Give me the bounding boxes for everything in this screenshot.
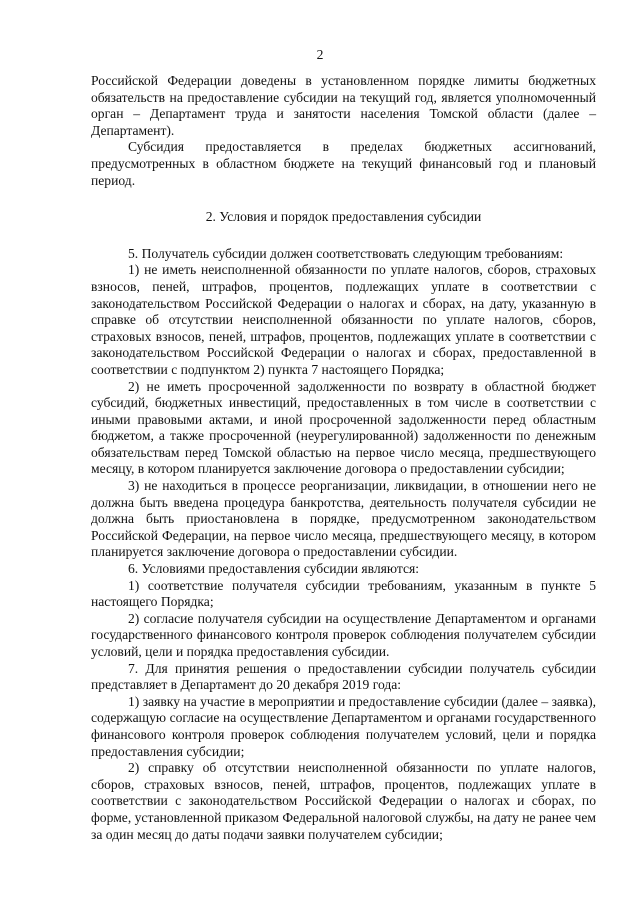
section-heading: 2. Условия и порядок предоставления субсидии	[205, 209, 482, 225]
document-body	[91, 73, 596, 843]
paragraph: Субсидия предоставляется в пределах бюджетных ассигнований, предусмотренных в областном бюджете на текущий финансовый год и плановый период.	[91, 139, 596, 188]
paragraph: 7. Для принятия решения о предоставлении субсидии получатель субсидии представляет в Департамент до 20 декабря 2019 года:	[91, 660, 596, 693]
paragraph: 6. Условиями предоставления субсидии являются:	[128, 561, 420, 577]
paragraph: 2) не иметь просроченной задолженности по возврату в областной бюджет субсидий, бюджетных инвестиций, предоставленных в том числе в соответствии с иными правовыми актами, и иной просроченной задолженности перед областным бюджетом, а также просроченной (неурегулированной) задолженности по денежным обязательствам перед Томской областью на первое число месяца, предшествующего месяцу, в котором планируется заключение договора о предоставлении субсидии;	[91, 378, 596, 477]
paragraph: Российской Федерации доведены в установленном порядке лимиты бюджетных обязательств на предоставление субсидии на текущий год, является уполномоченный орган – Департамент труда и занятости населения Томской области (далее – Департамент).	[91, 73, 596, 138]
paragraph: 1) заявку на участие в мероприятии и предоставление субсидии (далее – заявка), содержащую согласие на осуществление Департаментом и органами государственного финансового контроля проверок соблюдения получателем условий, цели и порядка предоставления субсидии;	[91, 693, 596, 759]
paragraph: 1) не иметь неисполненной обязанности по уплате налогов, сборов, страховых взносов, пеней, штрафов, процентов, подлежащих уплате в соответствии с законодательством Российской Федерации о налогах и сборах, на дату, указанную в справке об отсутствии неисполненной обязанности по уплате налогов, сборов, страховых взносов, пеней, штрафов, процентов, подлежащих уплате в соответствии с законодательством Российской Федерации о налогах и сборах, предоставленной в соответствии с подпунктом 2) пункта 7 настоящего Порядка;	[91, 262, 596, 377]
paragraph: 1) соответствие получателя субсидии требованиям, указанным в пункте 5 настоящего Порядка;	[91, 577, 596, 610]
paragraph: 3) не находиться в процессе реорганизации, ликвидации, в отношении него не должна быть введена процедура банкротства, деятельность получателя субсидии не должна быть приостановлена в порядке, предусмотренном законодательством Российской Федерации, на первое число месяца, предшествующего месяцу, в котором планируется заключение договора о предоставлении субсидии.	[91, 478, 596, 560]
paragraph: 5. Получатель субсидии должен соответствовать следующим требованиям:	[128, 245, 564, 261]
paragraph: 2) справку об отсутствии неисполненной обязанности по уплате налогов, сборов, страховых взносов, пеней, штрафов, процентов, подлежащих уплате в соответствии с законодательством Российской Федерации о налогах и сборах, по форме, установленной приказом Федеральной налоговой службы, на дату не ранее чем за один месяц до даты подачи заявки получателем субсидии;	[91, 760, 596, 842]
page-number: 2	[316, 47, 324, 62]
paragraph: 2) согласие получателя субсидии на осуществление Департаментом и органами государственного финансового контроля проверок соблюдения получателем субсидии условий, цели и порядка предоставления субсидии.	[91, 610, 596, 659]
